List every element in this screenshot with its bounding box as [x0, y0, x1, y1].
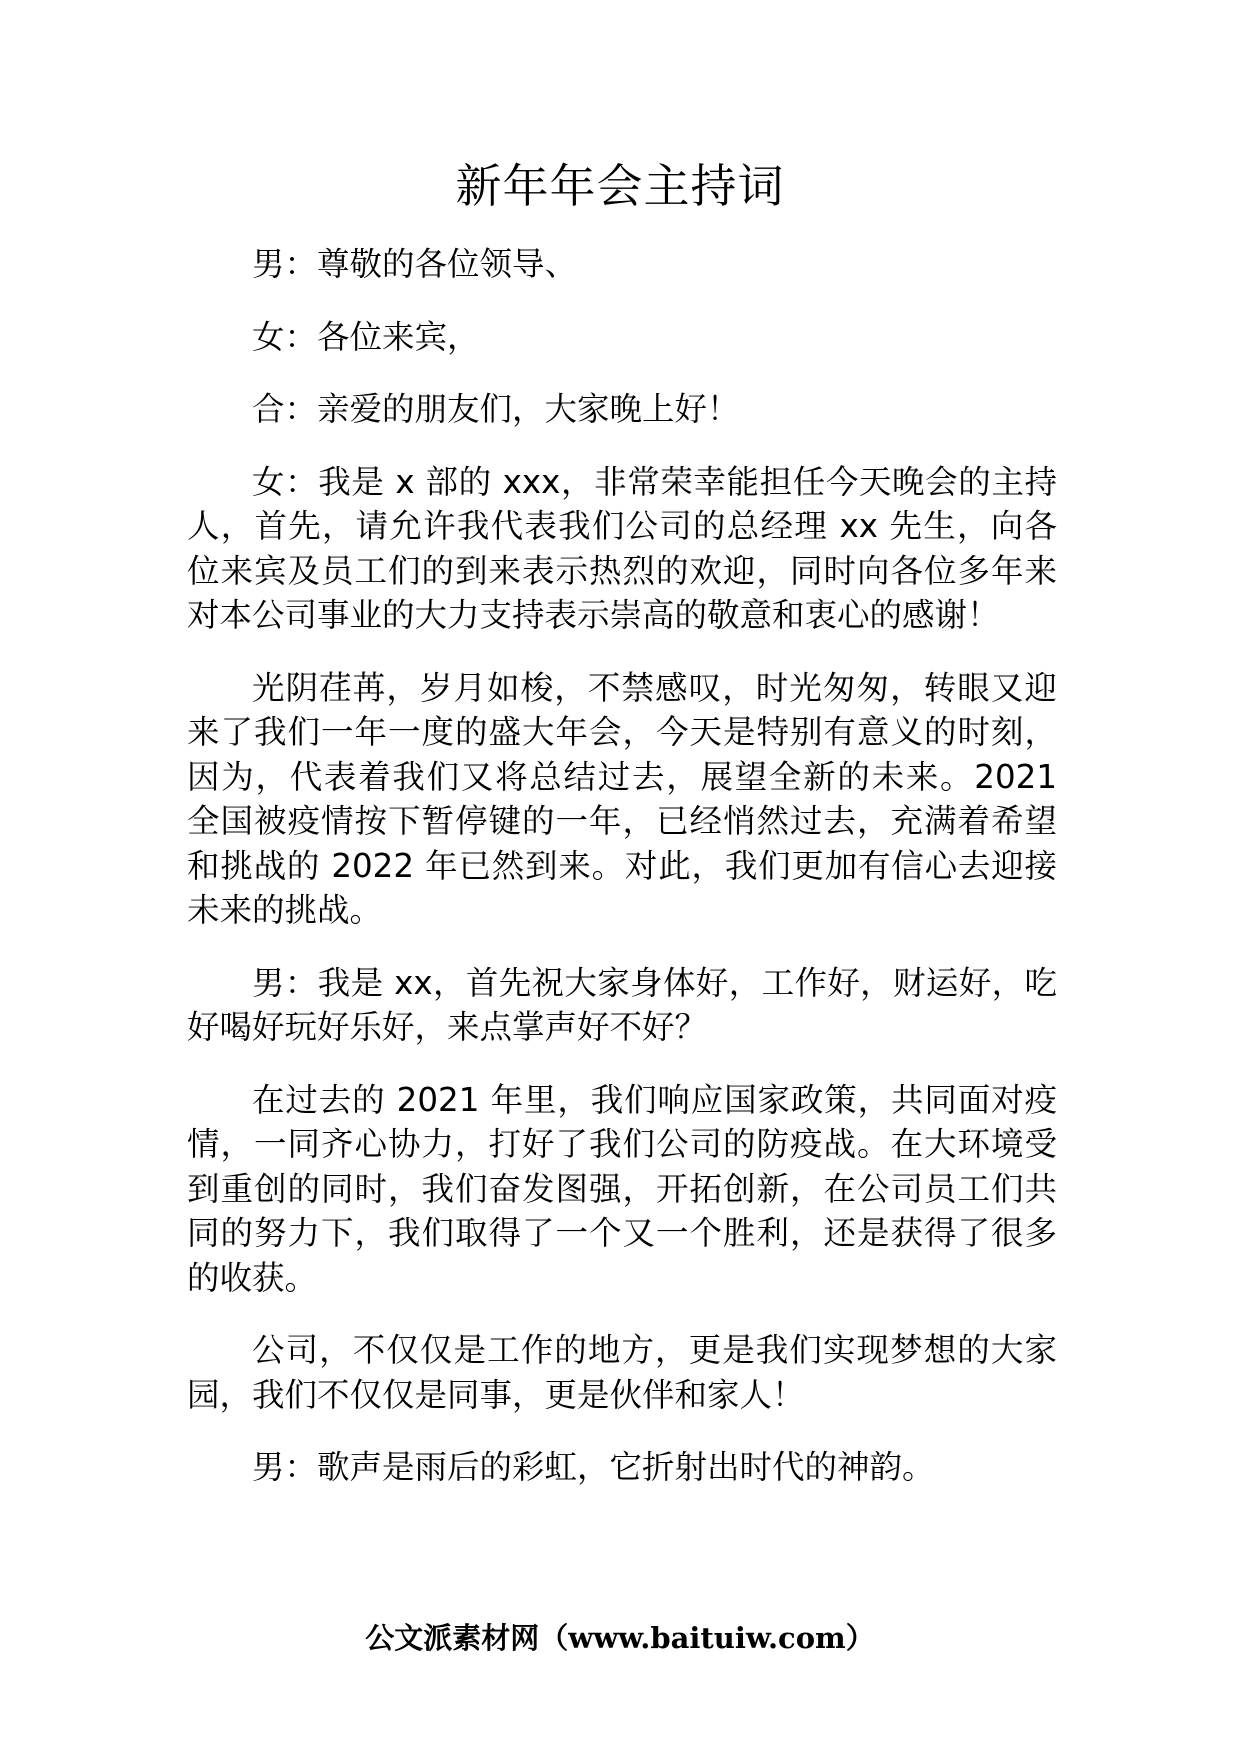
paragraph: 男：歌声是雨后的彩虹，它折射出时代的神韵。 [252, 1448, 935, 1486]
paragraph: 合：亲爱的朋友们，大家晚上好！ [252, 390, 740, 428]
paragraph: 女：我是 x 部的 xxx，非常荣幸能担任今天晚会的主持人，首先，请允许我代表我们公司的总经理 xx 先生，向各位来宾及员工们的到来表示热烈的欢迎，同时向各位多年来对本公司事业的大力支持表示崇高的敬意和衷心的感谢！ [187, 462, 1057, 634]
paragraph: 光阴荏苒，岁月如梭，不禁感叹，时光匆匆，转眼又迎来了我们一年一度的盛大年会，今天是特别有意义的时刻，因为，代表着我们又将总结过去，展望全新的未来。2021 全国被疫情按下暂停键的一年，已经悄然过去，充满着希望和挑战的 2022 年已然到来。对此，我们更加有信心去迎接未来的挑战。 [187, 668, 1057, 929]
paragraph: 公司，不仅仅是工作的地方，更是我们实现梦想的大家园，我们不仅仅是同事，更是伙伴和家人！ [187, 1331, 1057, 1414]
paragraph: 男：我是 xx，首先祝大家身体好，工作好，财运好，吃好喝好玩好乐好，来点掌声好不好？ [187, 963, 1057, 1046]
document-body [187, 242, 1057, 1518]
footer-watermark-text: 公文派素材网（www.baituiw.com） [365, 1621, 875, 1655]
paragraph: 女：各位来宾， [252, 317, 480, 356]
paragraph: 男：尊敬的各位领导、 [252, 245, 578, 283]
document-title: 新年年会主持词 [455, 159, 785, 213]
paragraph: 在过去的 2021 年里，我们响应国家政策，共同面对疫情，一同齐心协力，打好了我们公司的防疫战。在大环境受到重创的同时，我们奋发图强，开拓创新，在公司员工们共同的努力下，我们取得了一个又一个胜利，还是获得了很多的收获。 [187, 1080, 1057, 1297]
